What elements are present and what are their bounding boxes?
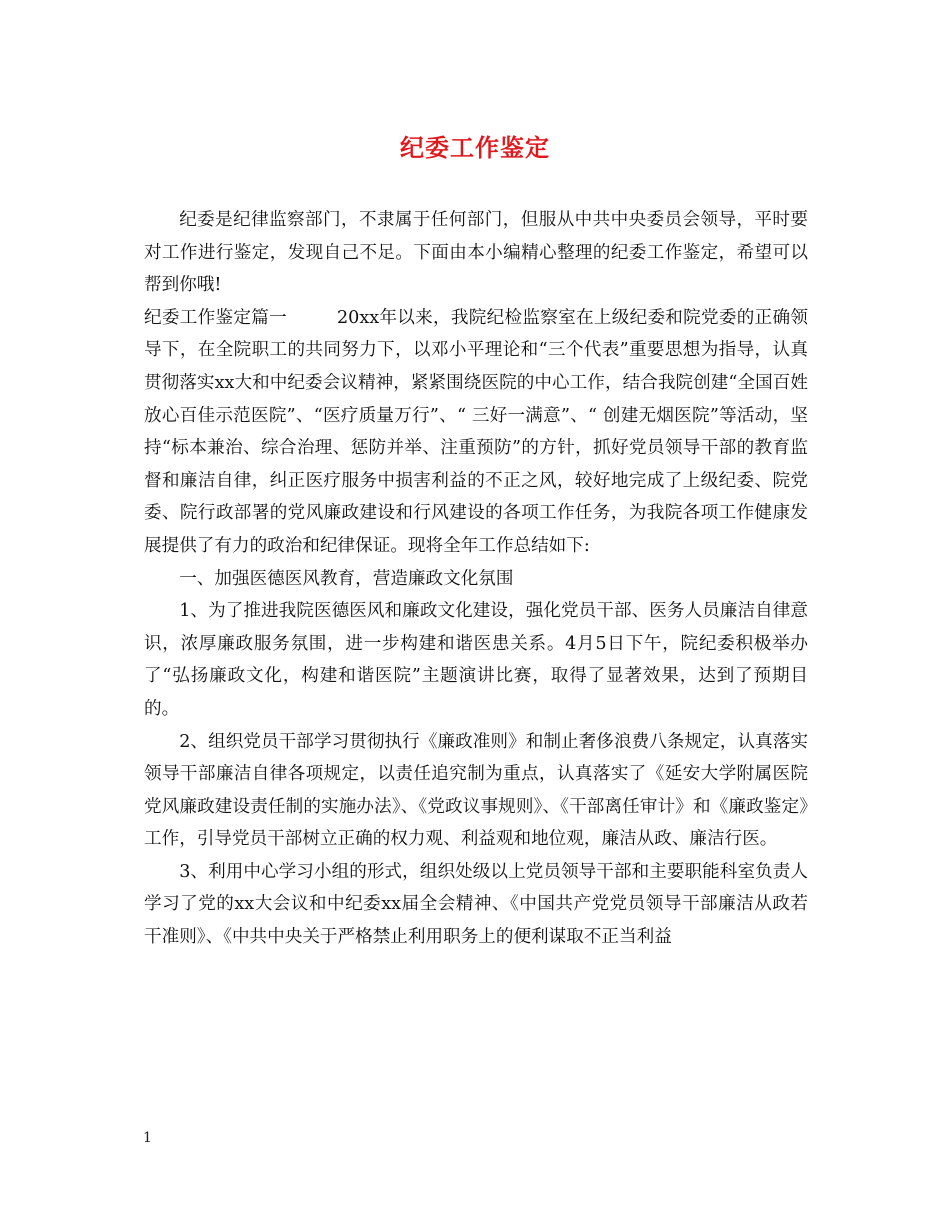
item-three-paragraph: 3、利用中心学习小组的形式，组织处级以上党员领导干部和主要职能科室负责人学习了党的xx大会议和中纪委xx届全会精神、《中国共产党党员领导干部廉洁从政若干准则》、《中共中央关于严格禁止利用职务上的便利谋取不正当利益 bbox=[144, 861, 808, 948]
document-body bbox=[144, 204, 808, 954]
intro-paragraph: 纪委是纪律监察部门，不隶属于任何部门，但服从中共中央委员会领导，平时要对工作进行鉴定，发现自己不足。下面由本小编精心整理的纪委工作鉴定，希望可以帮到你哦! bbox=[144, 210, 808, 296]
part-label: 纪委工作鉴定篇一 bbox=[144, 307, 287, 328]
part-text: 20xx年以来，我院纪检监察室在上级纪委和院党委的正确领导下，在全院职工的共同努力下，以邓小平理论和“三个代表”重要思想为指导，认真贯彻落实xx大和中纪委会议精神，紧紧围绕医院的中心工作，结合我院创建“全国百姓放心百佳示范医院”、“医疗质量万行”、“ 三好一满意”、“ 创建无烟医院”等活动，坚持“标本兼治、综合治理、惩防并举、注重预防”的方针，抓好党员领导干部的教育监督和廉洁自律，纠正医疗服务中损害利益的不正之风，较好地完成了上级纪委、院党委、院行政部署的党风廉政建设和行风建设的各项工作任务，为我院各项工作健康发展提供了有力的政治和纪律保证。现将全年工作总结如下: bbox=[144, 307, 808, 556]
document-title: 纪委工作鉴定 bbox=[400, 133, 550, 162]
part-one-paragraph bbox=[144, 302, 808, 563]
item-one-paragraph: 1、为了推进我院医德医风和廉政文化建设，强化党员干部、医务人员廉洁自律意识，浓厚廉政服务氛围，进一步构建和谐医患关系。4月5日下午，院纪委积极举办了“弘扬廉政文化，构建和谐医院”主题演讲比赛，取得了显著效果，达到了预期目的。 bbox=[144, 601, 808, 719]
page-number: 1 bbox=[143, 1130, 152, 1146]
item-two-paragraph: 2、组织党员干部学习贯彻执行《廉政准则》和制止奢侈浪费八条规定，认真落实领导干部廉洁自律各项规定，以责任追究制为重点，认真落实了《延安大学附属医院党风廉政建设责任制的实施办法》、《党政议事规则》、《干部离任审计》和《廉政鉴定》工作，引导党员干部树立正确的权力观、利益观和地位观，廉洁从政、廉洁行医。 bbox=[144, 731, 808, 850]
section-heading: 一、加强医德医风教育，营造廉政文化氛围 bbox=[179, 568, 514, 589]
